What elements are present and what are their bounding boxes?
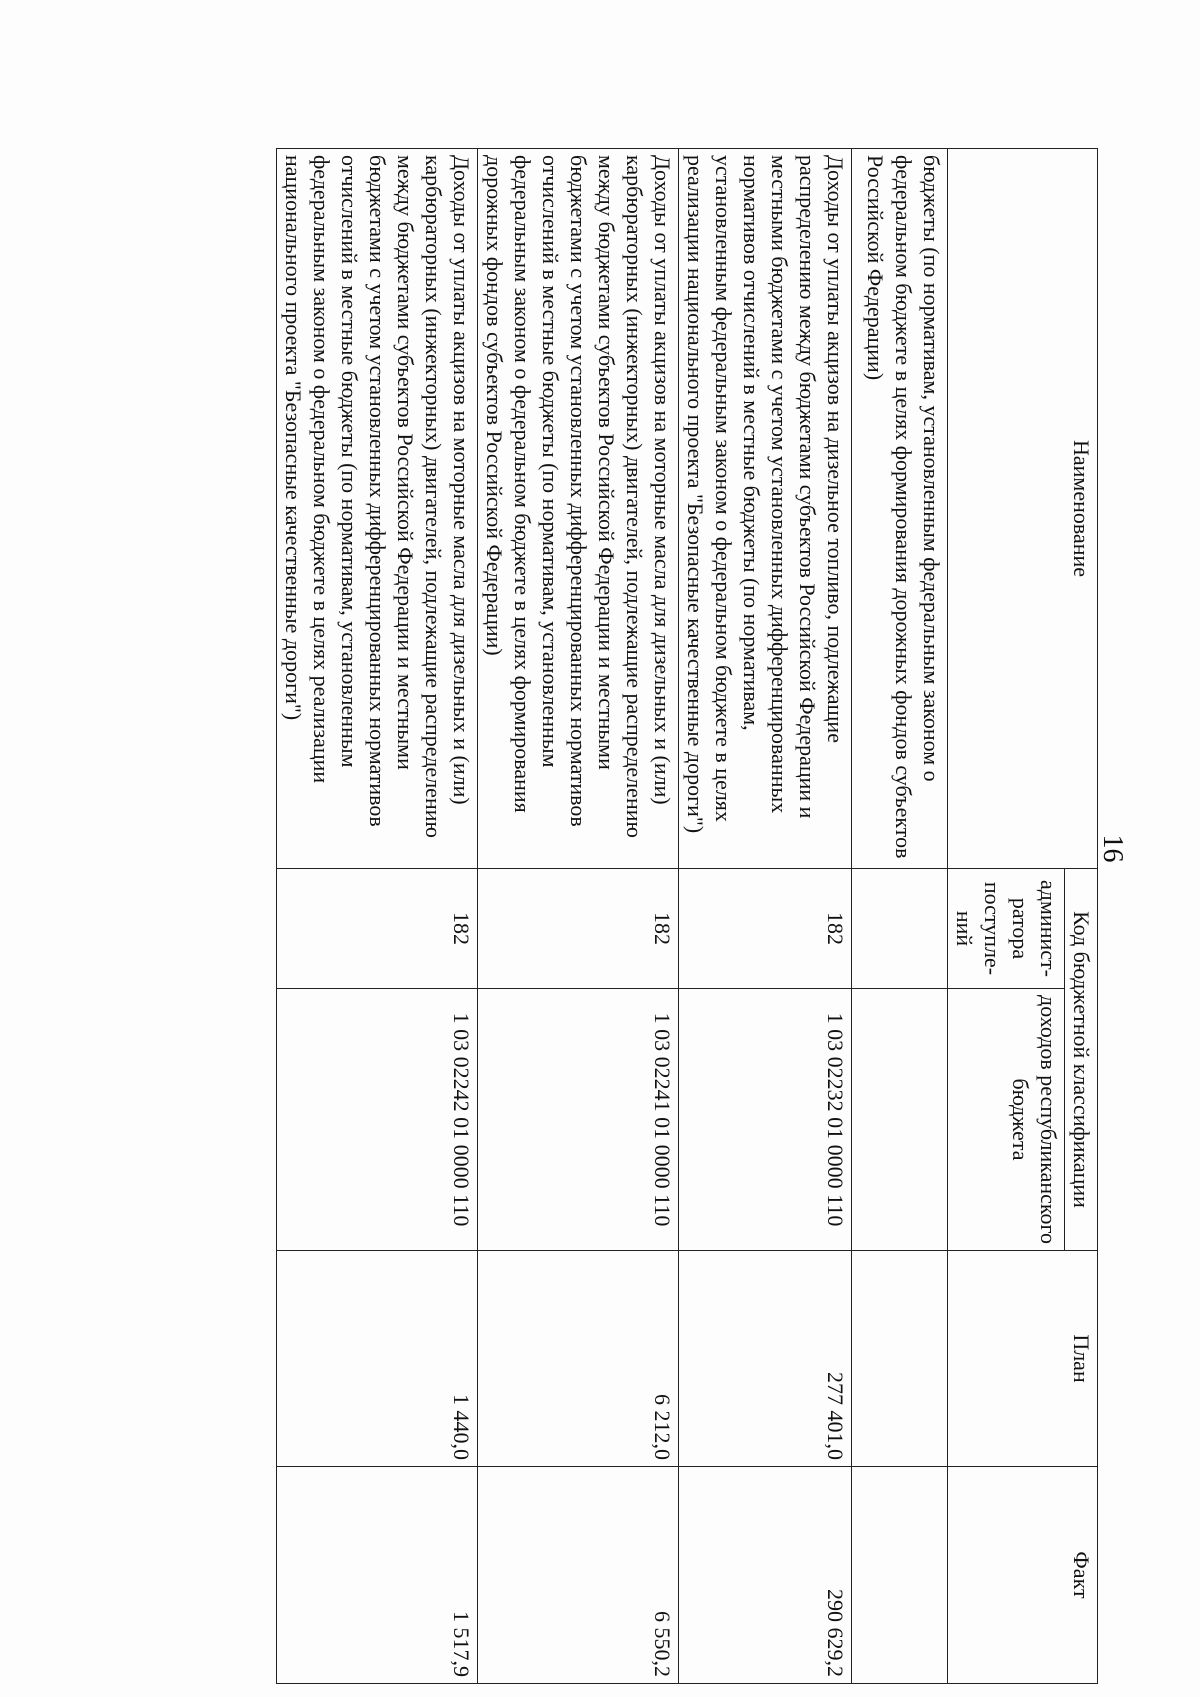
row-admin-code <box>852 869 948 989</box>
row-plan: 1 440,0 <box>277 1251 478 1467</box>
row-fact <box>852 1467 948 1684</box>
header-name: Наименование <box>948 149 1098 869</box>
header-revenue: доходов республиканского бюджета <box>948 989 1065 1251</box>
row-admin-code: 182 <box>277 869 478 989</box>
page-number: 16 <box>1097 834 1128 863</box>
header-fact: Факт <box>948 1467 1098 1684</box>
row-admin-code: 182 <box>679 869 852 989</box>
row-revenue-code <box>852 989 948 1251</box>
row-plan: 6 212,0 <box>478 1251 679 1467</box>
row-name: бюджеты (по нормативам, установленным федеральным законом о федеральном бюджете в целях формирования дорожных фондов субъектов Российской Федерации) <box>852 149 948 869</box>
header-code-group: Код бюджетной классификации <box>1065 869 1098 1251</box>
row-plan <box>852 1251 948 1467</box>
row-revenue-code: 1 03 02242 01 0000 110 <box>277 989 478 1251</box>
budget-revenue-table <box>276 148 1098 1684</box>
row-fact: 1 517,9 <box>277 1467 478 1684</box>
table-row <box>478 149 679 1684</box>
table-row <box>679 149 852 1684</box>
row-name: Доходы от уплаты акцизов на дизельное топливо, подлежащие распределению между бюджетами субъектов Российской Федерации и местными бюджетами с учетом установленных дифференцированных нормативов отчислений в местные бюджеты (по нормативам, установленным федеральным законом о федеральном бюджете в целях реализации национального проекта "Безопасные качественные дороги") <box>679 149 852 869</box>
row-revenue-code: 1 03 02232 01 0000 110 <box>679 989 852 1251</box>
row-name: Доходы от уплаты акцизов на моторные масла для дизельных и (или) карбюраторных (инжекторных) двигателей, подлежащие распределению между бюджетами субъектов Российской Федерации и местными бюджетами с учетом установленных дифференцированных нормативов отчислений в местные бюджеты (по нормативам, установленным федеральным законом о федеральном бюджете в целях формирования дорожных фондов субъектов Российской Федерации) <box>478 149 679 869</box>
header-plan: План <box>948 1251 1098 1467</box>
row-plan: 277 401,0 <box>679 1251 852 1467</box>
table-row <box>852 149 948 1684</box>
header-administrator: админист-ратора поступле-ний <box>948 869 1065 989</box>
row-fact: 6 550,2 <box>478 1467 679 1684</box>
row-name: Доходы от уплаты акцизов на моторные масла для дизельных и (или) карбюраторных (инжекторных) двигателей, подлежащие распределению между бюджетами субъектов Российской Федерации и местными бюджетами с учетом установленных дифференцированных нормативов отчислений в местные бюджеты (по нормативам, установленным федеральным законом о федеральном бюджете в целях реализации национального проекта "Безопасные качественные дороги") <box>277 149 478 869</box>
row-fact: 290 629,2 <box>679 1467 852 1684</box>
row-revenue-code: 1 03 02241 01 0000 110 <box>478 989 679 1251</box>
table-row <box>277 149 478 1684</box>
row-admin-code: 182 <box>478 869 679 989</box>
table-header-row-1 <box>1065 149 1098 1684</box>
